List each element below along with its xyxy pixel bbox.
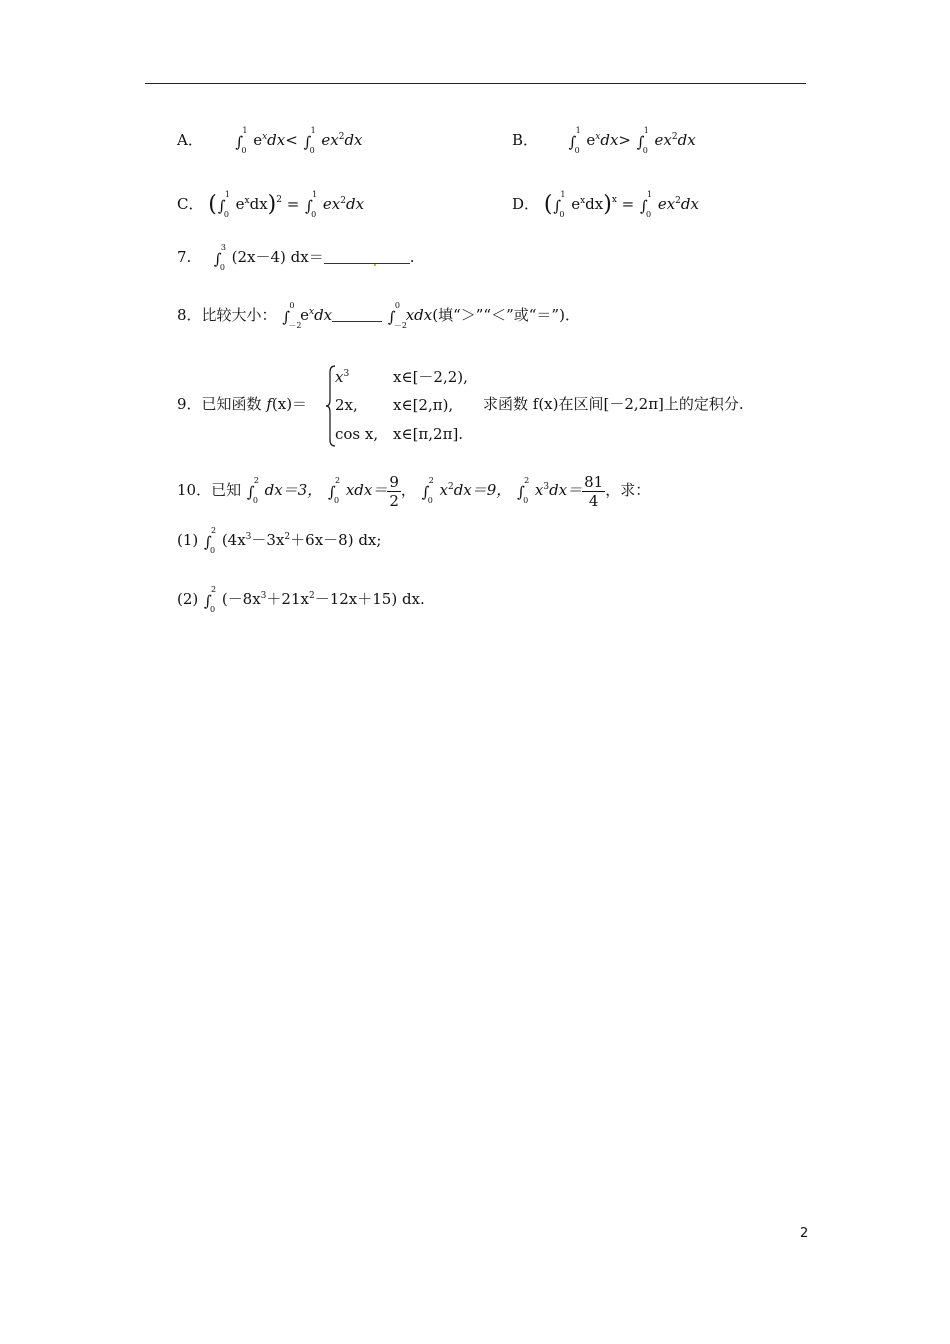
option-a-label: A． bbox=[177, 131, 203, 149]
option-c: C． ( ∫ 1 0 $e^xdx)^2$ = ∫ 1 0 $ex^2dx$ bbox=[177, 190, 365, 219]
integral-icon: ∫ 1 0 bbox=[217, 190, 230, 219]
integral-icon: ∫ 2 0 bbox=[517, 476, 530, 505]
case-row: 2x, bbox=[335, 396, 358, 414]
option-b-label: B． bbox=[512, 131, 539, 149]
option-a: A． ∫ 1 0 $e^xdx<$ ∫ 1 0 $ex^2dx$ bbox=[177, 126, 363, 155]
fraction: $\frac{81}{4}$ bbox=[584, 472, 604, 510]
integral-icon: ∫ 2 0 bbox=[204, 526, 217, 555]
integral-icon: ∫ 1 0 bbox=[553, 190, 566, 219]
answer-blank[interactable] bbox=[332, 307, 382, 322]
case-row: cos x, bbox=[335, 425, 379, 443]
integral-icon: ∫ 1 0 bbox=[640, 190, 653, 219]
integral-icon: ∫ 1 0 bbox=[568, 126, 581, 155]
integral-icon: ∫ 2 0 bbox=[204, 585, 217, 614]
case-row: $x^3$ bbox=[335, 368, 350, 386]
integral-icon: ∫ 3 0 bbox=[213, 243, 226, 272]
question-9-stem: 9．已知函数 f(x)＝ bbox=[177, 395, 308, 413]
question-9-tail: 求函数 f(x)在区间[－2,2π]上的定积分. bbox=[483, 395, 744, 413]
fraction: $\frac{9}{2}$ bbox=[389, 472, 399, 510]
option-d-label: D． bbox=[512, 195, 540, 213]
case-condition: x∈[－2,2), bbox=[393, 368, 468, 386]
header-rule bbox=[145, 83, 806, 84]
question-10: 10．已知 ∫ 2 0 dx＝3， ∫ 2 0 xdx＝ $\frac{9}{2}$ ， ∫ 2 0 $x^2dx=9$， ∫ 2 0 $x^3dx=$ $\frac{81}{4}$ ，求： bbox=[177, 472, 651, 510]
question-stem: 8．比较大小： bbox=[177, 306, 277, 324]
page-number: 2 bbox=[800, 1226, 809, 1241]
q8-hint: (填“＞”“＜”或“＝”)． bbox=[432, 306, 580, 324]
integrand: e bbox=[253, 131, 263, 149]
option-c-label: C． bbox=[177, 195, 204, 213]
integral-icon: ∫ 1 0 bbox=[305, 190, 318, 219]
operator: < bbox=[285, 131, 298, 149]
question-10-part-2: (2) ∫ 2 0 $(-8x^3+21x^2-12x+15)$ dx. bbox=[177, 585, 425, 614]
case-condition: x∈[π,2π]. bbox=[393, 425, 464, 443]
question-7: 7. ∫ 3 0 (2x－4) dx＝ . bbox=[177, 243, 415, 272]
integral-icon: ∫ 1 0 bbox=[235, 126, 248, 155]
integral-icon: ∫ 2 0 bbox=[421, 476, 434, 505]
question-10-part-1: (1) ∫ 2 0 $(4x^3-3x^2+6x-8)$ dx; bbox=[177, 526, 382, 555]
question-number: 7. bbox=[177, 248, 192, 266]
case-condition: x∈[2,π), bbox=[393, 396, 454, 414]
integral-icon: ∫ 0 －2 bbox=[387, 301, 408, 330]
integral-icon: ∫ 1 0 bbox=[303, 126, 316, 155]
integral-icon: ∫ 2 0 bbox=[246, 476, 259, 505]
integral-icon: ∫ 0 －2 bbox=[282, 301, 302, 330]
option-b: B． ∫ 1 0 $e^xdx>$ ∫ 1 0 $ex^2dx$ bbox=[512, 126, 696, 155]
question-8: 8．比较大小： ∫ 0 －2 $e^xdx$ ∫ 0 －2 xdx(填“＞”“＜”或“＝”)． bbox=[177, 301, 580, 330]
option-d: D． ( ∫ 1 0 $e^xdx)^x$ = ∫ 1 0 $ex^2dx$ bbox=[512, 190, 699, 219]
integral-icon: ∫ 2 0 bbox=[328, 476, 341, 505]
integral-icon: ∫ 1 0 bbox=[636, 126, 649, 155]
answer-blank[interactable] bbox=[324, 249, 410, 264]
q7-integrand: (2x－4) dx＝ bbox=[231, 248, 324, 266]
